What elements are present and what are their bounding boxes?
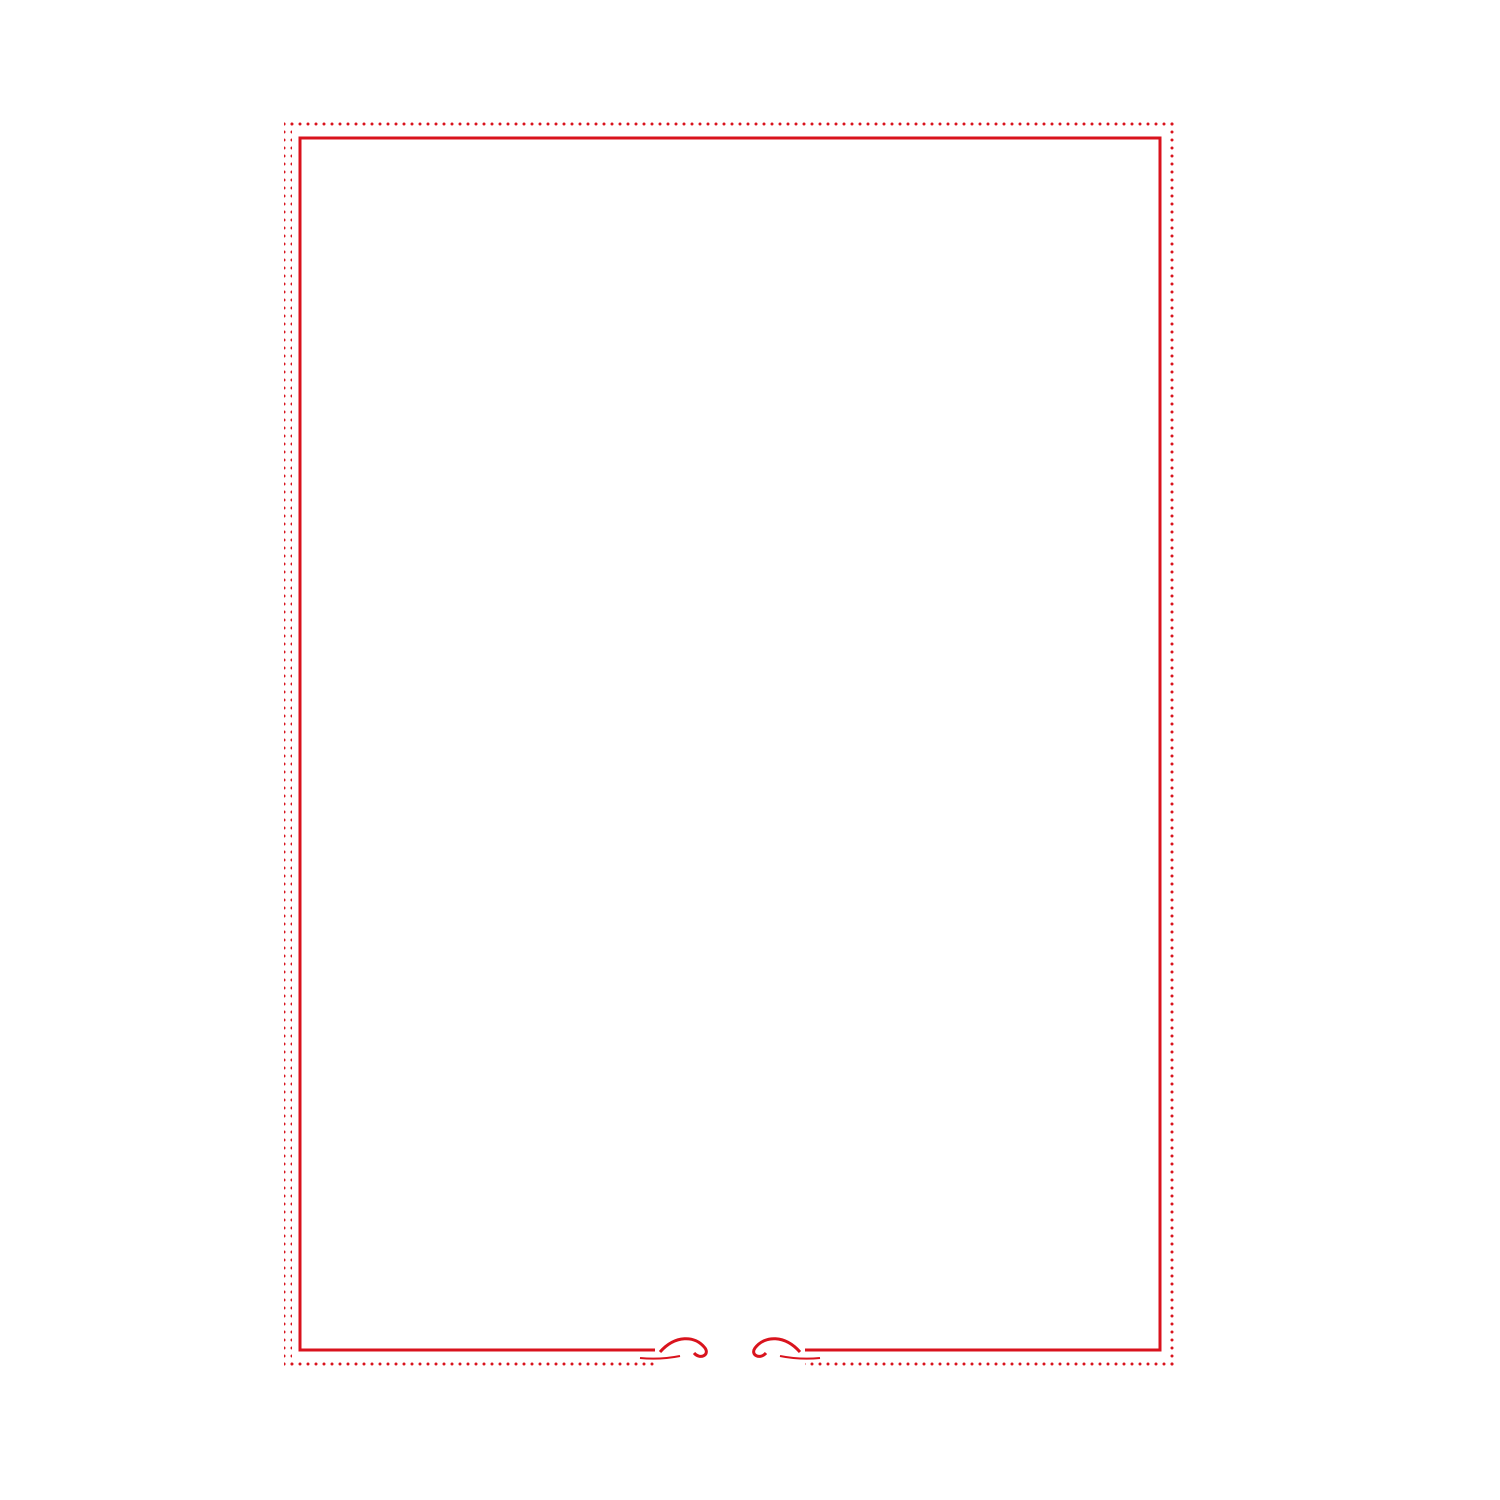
- frame-line: [300, 138, 1160, 1350]
- frame-dots-right: [1168, 122, 1176, 1366]
- frame-dots-top: [284, 122, 1176, 130]
- frame-dots-left: [284, 122, 292, 1366]
- page-number: [700, 1326, 760, 1366]
